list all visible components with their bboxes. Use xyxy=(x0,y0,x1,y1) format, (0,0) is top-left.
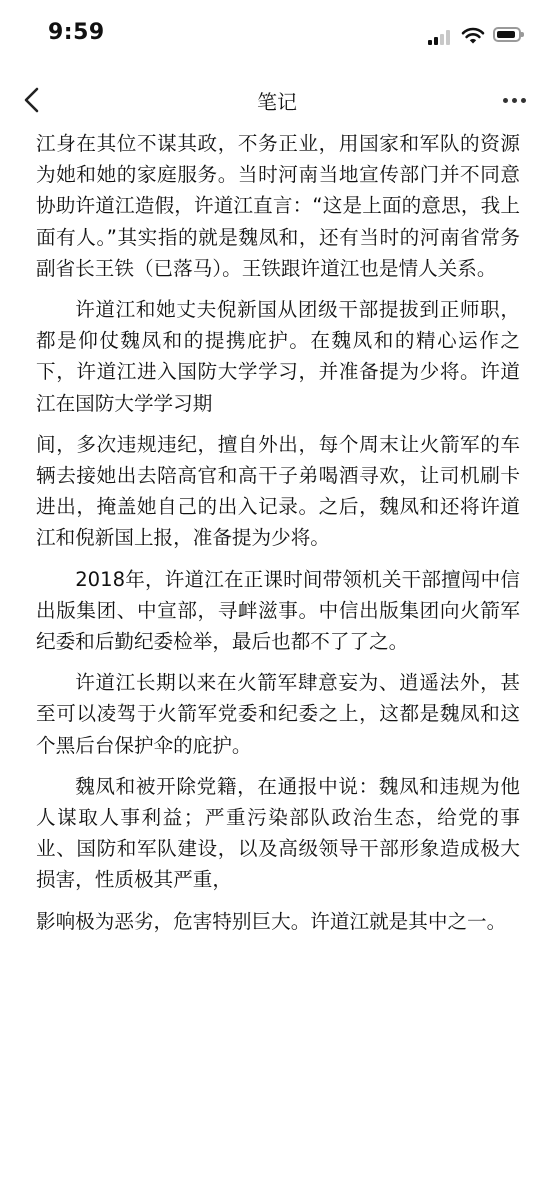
status-time: 9:59 xyxy=(48,20,105,45)
ellipsis-icon[interactable] xyxy=(500,87,530,113)
battery-icon xyxy=(493,27,521,42)
note-paragraph: 魏凤和被开除党籍，在通报中说：魏凤和违规为他人谋取人事利益；严重污染部队政治生态，给党的事业、国防和军队建设，以及高级领导干部形象造成极大损害，性质极其严重， xyxy=(36,774,520,892)
status-bar xyxy=(0,0,554,70)
cellular-signal-icon xyxy=(428,29,452,45)
note-paragraph: 许道江长期以来在火箭军肆意妄为、逍遥法外，甚至可以凌驾于火箭军党委和纪委之上，这都是魏凤和这个黑后台保护伞的庇护。 xyxy=(36,671,520,757)
note-paragraph: 间，多次违规违纪，擅自外出，每个周末让火箭军的车辆去接她出去陪高官和高干子弟喝酒寻欢，让司机刷卡进出，掩盖她自己的出入记录。之后，魏凤和还将许道江和倪新国上报，准备提为少将。 xyxy=(36,432,520,550)
wifi-icon xyxy=(461,25,485,45)
note-body xyxy=(36,128,520,937)
navigation-bar xyxy=(0,72,554,128)
note-paragraph: 2018年，许道江在正课时间带领机关干部擅闯中信出版集团、中宣部，寻衅滋事。中信出版集团向火箭军纪委和后勤纪委检举，最后也都不了了之。 xyxy=(36,567,520,654)
note-paragraph: 影响极为恶劣，危害特别巨大。许道江就是其中之一。 xyxy=(36,909,507,933)
note-paragraph: 江身在其位不谋其政，不务正业，用国家和军队的资源为她和她的家庭服务。当时河南当地宣传部门并不同意协助许道江造假，许道江直言：“这是上面的意思，我上面有人。”其实指的就是魏凤和，还有当时的河南省常务副省长王铁（已落马）。王铁跟许道江也是情人关系。 xyxy=(36,132,520,280)
page-title: 笔记 xyxy=(257,90,297,114)
note-paragraph: 许道江和她丈夫倪新国从团级干部提拔到正师职，都是仰仗魏凤和的提携庇护。在魏凤和的精心运作之下，许道江进入国防大学学习，并准备提为少将。许道江在国防大学学习期 xyxy=(36,298,520,415)
